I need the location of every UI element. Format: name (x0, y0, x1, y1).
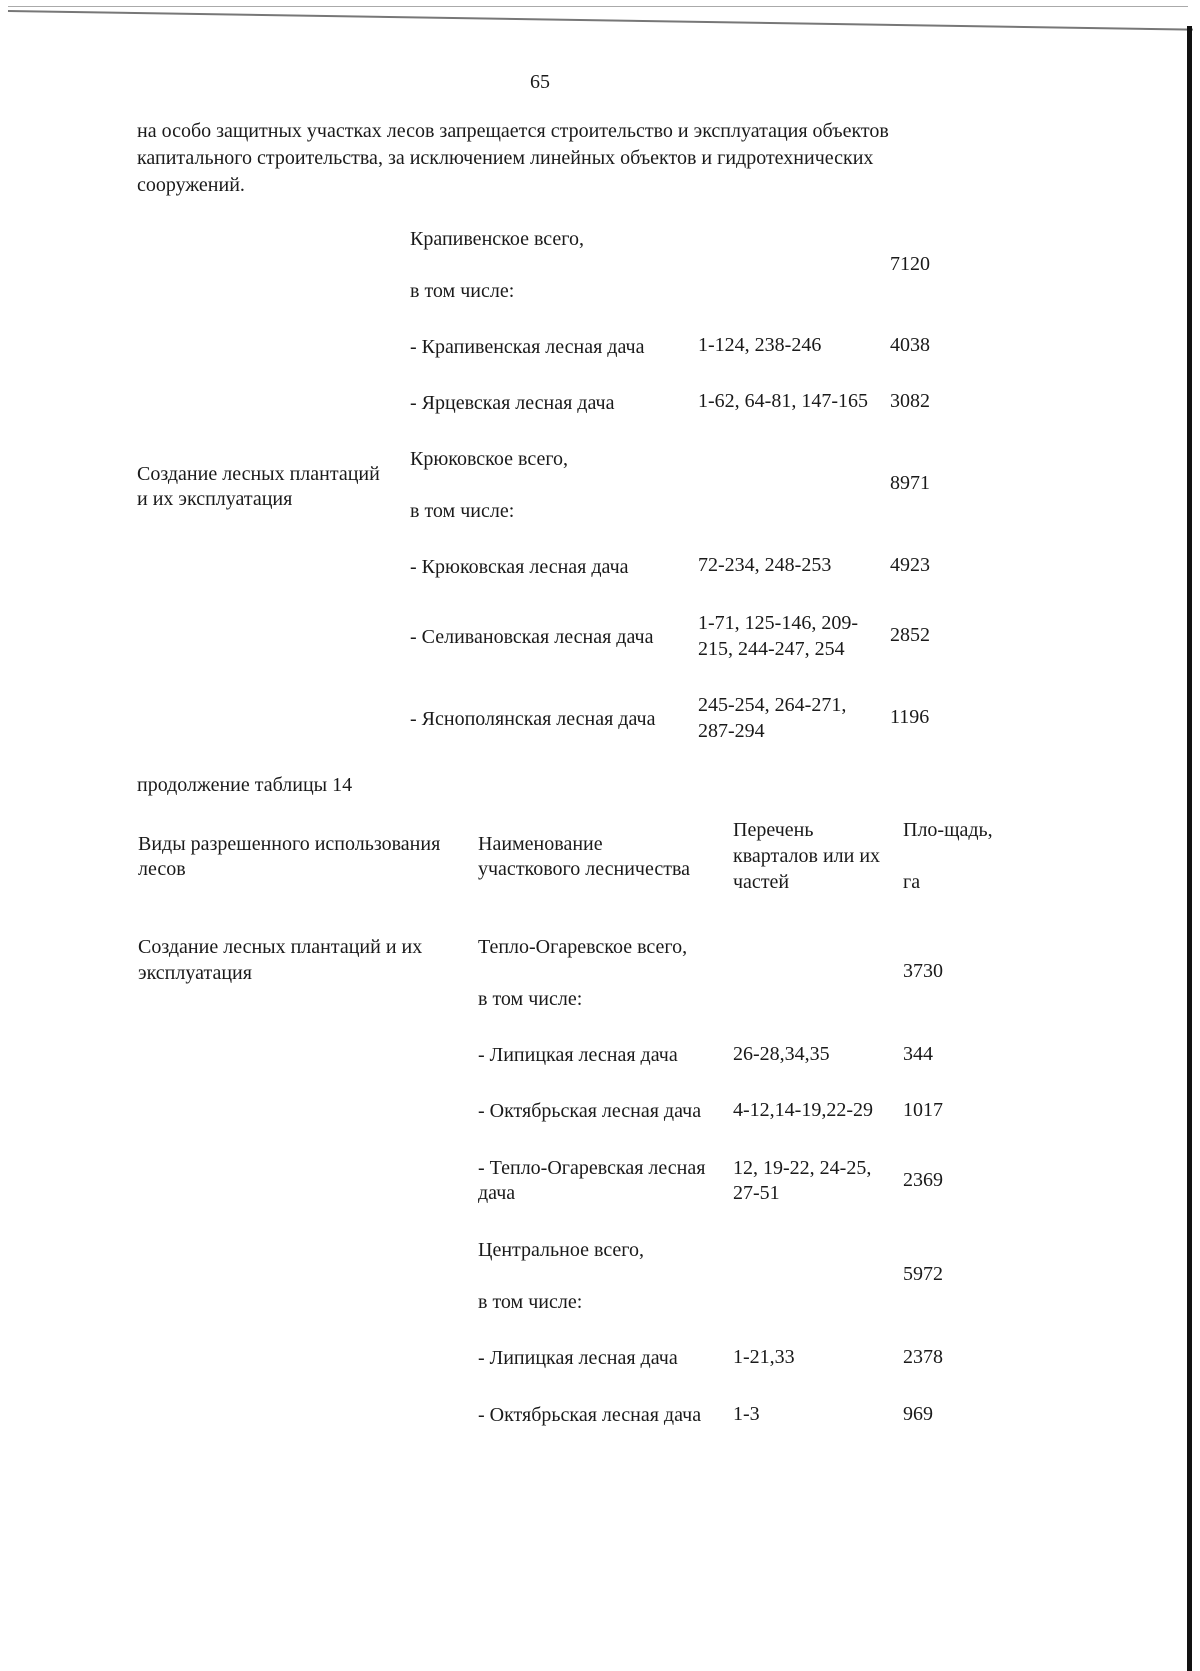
forestry-including-label: в том числе: (478, 1291, 583, 1313)
header-use-type: Виды разрешенного использования (138, 833, 441, 855)
dacha-name: - Крюковская лесная дача (410, 556, 629, 578)
use-type-label: эксплуатация (138, 962, 252, 984)
page-number: 65 (530, 71, 550, 93)
dacha-name: - Яснополянская лесная дача (410, 708, 656, 730)
quarters-list: 1-21,33 (733, 1346, 795, 1368)
quarters-list: 12, 19-22, 24-25, (733, 1157, 872, 1179)
forestry-total-area: 8971 (890, 472, 930, 494)
area-value: 2852 (890, 624, 930, 646)
use-type-label: и их эксплуатация (137, 488, 293, 510)
quarters-list: 26-28,34,35 (733, 1043, 830, 1065)
quarters-list: 4-12,14-19,22-29 (733, 1099, 873, 1121)
quarters-list: 215, 244-247, 254 (698, 638, 845, 660)
area-value: 2369 (903, 1169, 943, 1191)
quarters-list: 1-71, 125-146, 209- (698, 612, 858, 634)
intro-line: сооружений. (137, 174, 245, 196)
area-value: 1196 (890, 706, 930, 728)
header-area: Пло-щадь, (903, 819, 993, 841)
header-forestry: участкового лесничества (478, 858, 691, 880)
header-quarters: Перечень (733, 819, 814, 841)
scan-right-border (1187, 26, 1192, 1671)
dacha-name: - Ярцевская лесная дача (410, 392, 615, 414)
forestry-total-area: 5972 (903, 1263, 943, 1285)
forestry-total-label: Центральное всего, (478, 1239, 645, 1261)
intro-line: на особо защитных участках лесов запрещается строительство и эксплуатация объектов (137, 120, 889, 142)
dacha-name: - Тепло-Огаревская лесная (478, 1157, 706, 1179)
forestry-total-area: 3730 (903, 960, 943, 982)
header-use-type: лесов (138, 858, 186, 880)
area-value: 344 (903, 1043, 933, 1065)
dacha-name: - Октябрьская лесная дача (478, 1100, 702, 1122)
continuation-label: продолжение таблицы 14 (137, 774, 353, 796)
quarters-list: 27-51 (733, 1182, 780, 1204)
dacha-name: - Селивановская лесная дача (410, 626, 654, 648)
header-quarters: кварталов или их (733, 845, 881, 867)
use-type-label: Создание лесных плантаций (137, 463, 380, 485)
area-value: 3082 (890, 390, 930, 412)
forestry-total-area: 7120 (890, 253, 930, 275)
dacha-name: дача (478, 1182, 516, 1204)
header-forestry: Наименование (478, 833, 603, 855)
forestry-including-label: в том числе: (410, 280, 515, 302)
area-value: 4038 (890, 334, 930, 356)
area-value: 2378 (903, 1346, 943, 1368)
quarters-list: 72-234, 248-253 (698, 554, 832, 576)
dacha-name: - Липицкая лесная дача (478, 1044, 678, 1066)
dacha-name: - Крапивенская лесная дача (410, 336, 645, 358)
quarters-list: 287-294 (698, 720, 765, 742)
forestry-including-label: в том числе: (478, 988, 583, 1010)
scan-edge-line (8, 10, 1193, 31)
forestry-total-label: Крапивенское всего, (410, 228, 584, 250)
dacha-name: - Липицкая лесная дача (478, 1347, 678, 1369)
dacha-name: - Октябрьская лесная дача (478, 1404, 702, 1426)
forestry-including-label: в том числе: (410, 500, 515, 522)
intro-line: капитального строительства, за исключением линейных объектов и гидротехнических (137, 147, 874, 169)
area-value: 969 (903, 1403, 933, 1425)
use-type-label: Создание лесных плантаций и их (138, 936, 423, 958)
area-value: 1017 (903, 1099, 943, 1121)
quarters-list: 1-3 (733, 1403, 760, 1425)
forestry-total-label: Крюковское всего, (410, 448, 569, 470)
header-quarters: частей (733, 871, 790, 893)
scan-edge-line (8, 6, 1188, 7)
area-value: 4923 (890, 554, 930, 576)
quarters-list: 1-62, 64-81, 147-165 (698, 390, 868, 412)
header-area-unit: га (903, 871, 921, 893)
quarters-list: 245-254, 264-271, (698, 694, 847, 716)
quarters-list: 1-124, 238-246 (698, 334, 822, 356)
forestry-total-label: Тепло-Огаревское всего, (478, 936, 688, 958)
